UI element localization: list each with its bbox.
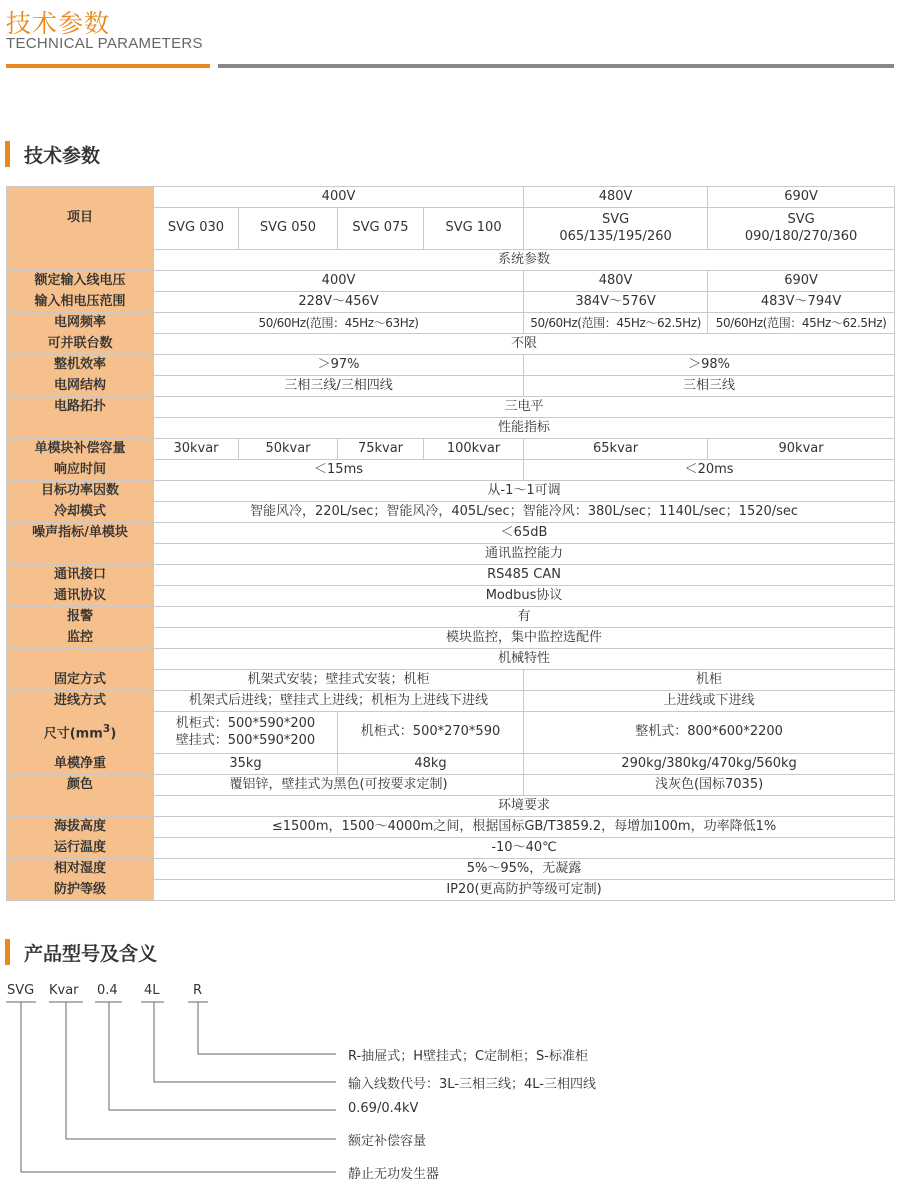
category-mech: 机械特性	[154, 649, 895, 670]
table-row: 输入相电压范围 228V～456V 384V～576V 483V～794V	[7, 292, 895, 313]
table-row: 冷却模式 智能风冷，220L/sec；智能风冷，405L/sec；智能冷风：380L/sec；1140L/sec；1520/sec	[7, 502, 895, 523]
table-row: 电网频率 50/60Hz(范围：45Hz～63Hz) 50/60Hz(范围：45Hz～62.5Hz) 50/60Hz(范围：45Hz～62.5Hz)	[7, 313, 895, 334]
model-690: SVG 090/180/270/360	[708, 208, 895, 250]
code-type: R	[193, 983, 203, 998]
table-row: 单模净重 35kg 48kg 290kg/380kg/470kg/560kg	[7, 754, 895, 775]
table-row: 响应时间 ＜15ms ＜20ms	[7, 460, 895, 481]
row-label: 电网结构	[7, 376, 154, 397]
size-rack: 机柜式：500*590*200 壁挂式：500*590*200	[154, 712, 338, 754]
desc-svg: 静止无功发生器	[348, 1167, 440, 1182]
table-row: 噪声指标/单模块 ＜65dB	[7, 523, 895, 544]
row-label: 噪声指标/单模块	[7, 523, 154, 544]
code-kvar: Kvar	[49, 983, 79, 998]
table-row	[7, 187, 895, 208]
row-label: 电网频率	[7, 313, 154, 334]
model-svg075: SVG 075	[338, 208, 424, 250]
table-row: 颜色 覆铝锌，壁挂式为黑色(可按要求定制) 浅灰色(国标7035)	[7, 775, 895, 796]
row-label: 可并联台数	[7, 334, 154, 355]
row-label: 颜色	[7, 775, 154, 796]
category-system: 系统参数	[154, 250, 895, 271]
code-svg: SVG	[7, 983, 35, 998]
row-label: 单模净重	[7, 754, 154, 775]
header-title-en: TECHNICAL PARAMETERS	[6, 35, 203, 52]
code-voltage: 0.4	[97, 983, 118, 998]
voltage-690-header: 690V	[708, 187, 895, 208]
table-row: 可并联台数 不限	[7, 334, 895, 355]
row-label: 整机效率	[7, 355, 154, 376]
code-lines: 4L	[144, 983, 160, 998]
table-row: 运行温度 -10～40℃	[7, 838, 895, 859]
row-label: 通讯协议	[7, 586, 154, 607]
table-row: 海拔高度 ≤1500m，1500～4000m之间，根据国标GB/T3859.2，每增加100m，功率降低1%	[7, 817, 895, 838]
row-label: 海拔高度	[7, 817, 154, 838]
row-label: 报警	[7, 607, 154, 628]
table-row: 监控 模块监控，集中监控选配件	[7, 628, 895, 649]
row-label: 电路拓扑	[7, 397, 154, 418]
model-svg030: SVG 030	[154, 208, 239, 250]
row-label: 监控	[7, 628, 154, 649]
header-accent-rule	[6, 64, 210, 68]
table-row: 固定方式 机架式安装；壁挂式安装；机柜 机柜	[7, 670, 895, 691]
table-row: 进线方式 机架式后进线；壁挂式上进线；机柜为上进线下进线 上进线或下进线	[7, 691, 895, 712]
voltage-480-header: 480V	[524, 187, 708, 208]
connector-line	[109, 1002, 336, 1110]
row-label: 通讯接口	[7, 565, 154, 586]
table-row	[7, 649, 895, 670]
connector-line	[21, 1002, 336, 1172]
category-performance: 性能指标	[154, 418, 895, 439]
connector-line	[66, 1002, 336, 1139]
row-label: 尺寸$(mm^3)$	[7, 712, 154, 754]
table-row: 通讯接口 RS485 CAN	[7, 565, 895, 586]
connector-line	[198, 1002, 336, 1054]
section-marker	[5, 141, 10, 167]
voltage-400-header: 400V	[154, 187, 524, 208]
table-row: 防护等级 IP20(更高防护等级可定制)	[7, 880, 895, 901]
row-label: 额定输入线电压	[7, 271, 154, 292]
section-marker	[5, 939, 10, 965]
section-title-model	[5, 939, 157, 965]
table-row: 额定输入线电压 400V 480V 690V	[7, 271, 895, 292]
model-svg050: SVG 050	[239, 208, 338, 250]
table-row: 电路拓扑 三电平	[7, 397, 895, 418]
table-row: 报警 有	[7, 607, 895, 628]
category-comm: 通讯监控能力	[154, 544, 895, 565]
table-row: 电网结构 三相三线/三相四线 三相三线	[7, 376, 895, 397]
row-label: 单模块补偿容量	[7, 439, 154, 460]
row-label: 固定方式	[7, 670, 154, 691]
section-title-text: 产品型号及含义	[24, 942, 158, 965]
row-label: 相对湿度	[7, 859, 154, 880]
desc-lines: 输入线数代号：3L-三相三线；4L-三相四线	[348, 1077, 596, 1092]
table-row: 尺寸$(mm^3)$ 机柜式：500*590*200 壁挂式：500*590*200 机柜式：500*270*590 整机式：800*600*2200	[7, 712, 895, 754]
table-row: 通讯协议 Modbus协议	[7, 586, 895, 607]
model-480: SVG 065/135/195/260	[524, 208, 708, 250]
table-row	[7, 418, 895, 439]
table-row: 目标功率因数 从-1～1可调	[7, 481, 895, 502]
table-row	[7, 250, 895, 271]
spec-table	[6, 186, 895, 901]
desc-voltage: 0.69/0.4kV	[348, 1101, 419, 1116]
table-row: 相对湿度 5%～95%，无凝露	[7, 859, 895, 880]
category-env: 环境要求	[154, 796, 895, 817]
table-row	[7, 544, 895, 565]
item-header: 项目	[7, 187, 154, 250]
connector-line	[154, 1002, 336, 1082]
row-label: 输入相电压范围	[7, 292, 154, 313]
header-gray-rule	[218, 64, 894, 68]
row-label: 运行温度	[7, 838, 154, 859]
row-label: 目标功率因数	[7, 481, 154, 502]
model-svg100: SVG 100	[424, 208, 524, 250]
header-title-cn: 技术参数	[6, 9, 111, 38]
desc-capacity: 额定补偿容量	[348, 1134, 427, 1149]
table-row: 整机效率 ＞97% ＞98%	[7, 355, 895, 376]
section-title-text: 技术参数	[24, 144, 101, 167]
row-label: 响应时间	[7, 460, 154, 481]
model-code-diagram	[0, 975, 900, 1184]
row-label: 防护等级	[7, 880, 154, 901]
table-row	[7, 796, 895, 817]
table-row: 单模块补偿容量 30kvar 50kvar 75kvar 100kvar 65kvar 90kvar	[7, 439, 895, 460]
row-label: 冷却模式	[7, 502, 154, 523]
desc-type: R-抽屉式；H壁挂式；C定制柜；S-标准柜	[348, 1049, 588, 1064]
section-title-tech	[5, 141, 100, 167]
row-label: 进线方式	[7, 691, 154, 712]
